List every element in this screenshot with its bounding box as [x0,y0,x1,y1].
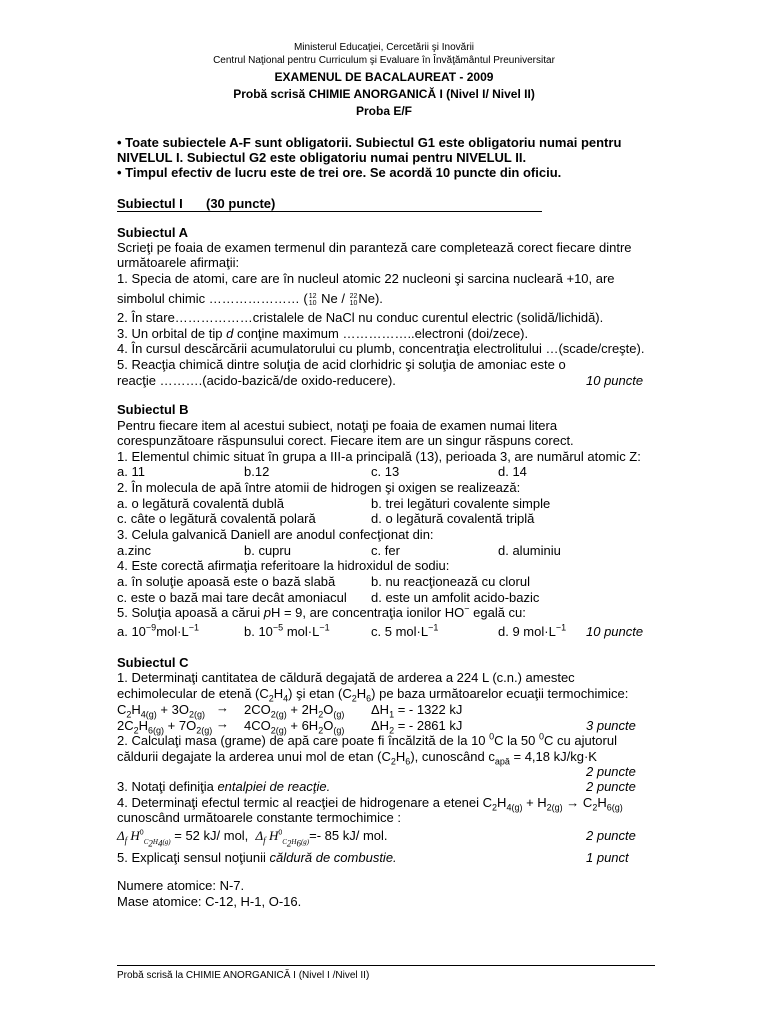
isotope-12-10: 12 10 [308,292,317,307]
isotope-22-10: 22 10 [349,292,358,307]
sub-b-q4-opt-a: a. în soluţie apoasă este o bază slabă [117,574,336,589]
equation-2: $2C_2H_{6(g)} + 7O_{2(g)}$ [117,718,213,736]
sub-a-intro-2: următoarele afirmaţii: [117,255,240,270]
sub-b-q5-opt-d: d. 9 $mol\cdot L^{-1}$ [498,622,567,639]
instructions-line-2: NIVELUL I. Subiectul G2 este obligatoriu numai pentru NIVELUL II. [117,150,527,165]
sub-a-q4: 4. În cursul descărcării acumulatorului cu plumb, concentraţia electrolitului …(scade/creşte). [117,341,645,356]
sub-b-q2-opt-c: c. câte o legătură covalentă polară [117,511,316,526]
sub-b-q4: 4. Este corectă afirmaţia referitoare la hidroxidul de sodiu: [117,558,450,573]
sub-c-q2-line-2: căldurii degajate la arderea unui mol de etan $(C_2H_6)$, cunoscând $c_{apă} = 4,18$ kJ/kg·K [117,749,597,767]
sub-a-points: 10 puncte [586,373,644,388]
sub-b-q1-opt-b: b.12 [244,464,270,479]
sub-c-q2-line-1: 2. Calculaţi masa (grame) de apă care poate fi încălzită de la 10 $^0$C la 50 $^0$C cu ajutorul [117,731,617,748]
sub-b-q5-opt-c: c. 5 $mol\cdot L^{-1}$ [371,622,439,639]
sub-c-q4-points: 2 puncte [586,828,636,843]
sub-a-q1-line-1: 1. Specia de atomi, care are în nucleul atomic 22 nucleoni şi sarcina nucleară +10, are [117,271,615,286]
sub-a-title: Subiectul A [117,225,189,240]
sub-c-q4-line-2: cunoscând următoarele constante termochimice : [117,810,401,825]
sub-b-q3: 3. Celula galvanică Daniell are anodul confecţionat din: [117,527,434,542]
atomic-numbers: Numere atomice: N-7. [117,878,245,893]
sub-b-q4-opt-b: b. nu reacţionează cu clorul [371,574,530,589]
sub-b-q2-opt-b: b. trei legături covalente simple [371,496,551,511]
sub-b-q2-opt-d: d. o legătură covalentă triplă [371,511,535,526]
sub-b-q1-opt-c: c. 13 [371,464,400,479]
sub-b-q1-opt-a: a. 11 [117,464,145,479]
sub-b-q1-opt-d: d. 14 [498,464,527,479]
arrow-icon: → [216,700,229,715]
subject-i-label: Subiectul I [117,196,183,211]
sub-a-q5-line-2: reacţie ……….(acido-bazică/de oxido-reducere). [117,373,396,388]
sub-b-title: Subiectul B [117,402,189,417]
sub-b-points: 10 puncte [586,624,644,639]
sub-c-title: Subiectul C [117,655,189,670]
sub-a-q1-line-2: simbolul chimic ………………… ( 12 10 Ne / 22 10 Ne). [117,291,383,307]
equation-2-dh: $\Delta H_2$ = - 2861 kJ [371,718,463,736]
instructions-line-1: • Toate subiectele A-F sunt obligatorii. Subiectul G1 este obligatoriu numai pentru [117,135,622,150]
sub-b-q3-opt-b: b. cupru [244,543,291,558]
atomic-masses: Mase atomice: C-12, H-1, O-16. [117,894,302,909]
sub-b-q3-opt-a: a.zinc [117,543,151,558]
sub-a-q3: 3. Un orbital de tip d conţine maximum ……………..electroni (doi/zece). [117,326,529,341]
sub-c-q3: 3. Notaţi definiţia entalpiei de reacţie. [117,779,331,794]
sub-c-q1-line-2: echimolecular de etenă $(C_2H_4)$ şi etan $(C_2H_6)$ pe baza următoarelor ecuaţii termochimice: [117,686,629,704]
sub-b-intro-2: corespunzătoare răspunsului corect. Fiecare item are un singur răspuns corect. [117,433,574,448]
sub-c-q3-points: 2 puncte [586,779,636,794]
sub-c-q5-points: 1 punct [586,850,629,865]
page-footer: Probă scrisă la CHIMIE ANORGANICĂ I (Nivel I /Nivel II) [117,970,370,981]
sub-b-q4-opt-d: d. este un amfolit acido-bazic [371,590,540,605]
equation-1-dh: $\Delta H_1$ = - 1322 kJ [371,702,463,720]
sub-c-q4-constants: $\Delta_f$ $H^0_{C_2H_4(g)} = 52$ kJ/ mol, $\Delta_f$ $H^0_{C_2H_6(g)}=-$ 85 kJ/ mol. [117,828,388,848]
subject-i-underline [117,211,542,212]
sub-b-q1: 1. Elementul chimic situat în grupa a III-a principală (13), perioada 3, are numărul atomic Z: [117,449,641,464]
exam-title: EXAMENUL DE BACALAUREAT - 2009 [274,70,494,84]
equation-2-products: $4CO_{2(g)} + 6H_2O_{(g)}$ [244,718,345,736]
sub-b-q5: 5. Soluţia apoasă a cărui pH = 9, are concentraţia ionilor HO− egală cu: [117,603,526,620]
footer-divider [117,965,655,966]
equation-1: $C_2H_{4(g)} + 3O_{2(g)}$ [117,702,205,720]
sub-a-intro-1: Scrieţi pe foaia de examen termenul din paranteză care completează corect fiecare dintre [117,240,632,255]
arrow-icon: → [216,716,229,731]
sub-b-q5-opt-b: b. $10^{-5}$ $mol\cdot L^{-1}$ [244,622,330,639]
sub-a-q5-line-1: 5. Reacţia chimică dintre soluţia de acid clorhidric şi soluţia de amoniac este o [117,357,566,372]
sub-b-q2: 2. În molecula de apă între atomii de hidrogen şi oxigen se realizează: [117,480,521,495]
sub-c-q1-line-1: 1. Determinaţi cantitatea de căldură degajată de arderea a 224 L (c.n.) amestec [117,670,575,685]
sub-b-q2-opt-a: a. o legătură covalentă dublă [117,496,284,511]
subject-title: Probă scrisă CHIMIE ANORGANICĂ I (Nivel I/ Nivel II) [233,87,535,101]
sub-b-intro-1: Pentru fiecare item al acestui subiect, notaţi pe foaia de examen numai litera [117,418,558,433]
sub-c-q5: 5. Explicaţi sensul noţiunii căldură de combustie. [117,850,397,865]
equation-1-products: $2CO_{2(g)} + 2H_2O_{(g)}$ [244,702,345,720]
sub-c-q2-points: 2 puncte [586,764,636,779]
instructions-line-3: • Timpul efectiv de lucru este de trei ore. Se acordă 10 puncte din oficiu. [117,165,562,180]
sub-b-q3-opt-c: c. fer [371,543,400,558]
sub-b-q3-opt-d: d. aluminiu [498,543,561,558]
sub-b-q5-opt-a: a. $10^{-9}mol\cdot L^{-1}$ [117,622,199,639]
ministry-line: Ministerul Educaţiei, Cercetării şi Inovării [293,42,475,53]
sub-b-q4-opt-c: c. este o bază mai tare decât amoniacul [117,590,347,605]
sub-c-q1-points: 3 puncte [586,718,636,733]
sub-c-q4-line-1: 4. Determinaţi efectul termic al reacţiei de hidrogenare a etenei $C_2H_{4(g)} + H_{2(g)} \to C_2H_{6(g)}$ [117,795,623,813]
proba-label: Proba E/F [355,104,412,118]
centre-line: Centrul Naţional pentru Curriculum şi Evaluare în Învăţământul Preuniversitar [213,55,555,66]
sub-a-q2: 2. În stare………………cristalele de NaCl nu conduc curentul electric (solidă/lichidă). [117,310,604,325]
subject-i-points: (30 puncte) [206,196,276,211]
